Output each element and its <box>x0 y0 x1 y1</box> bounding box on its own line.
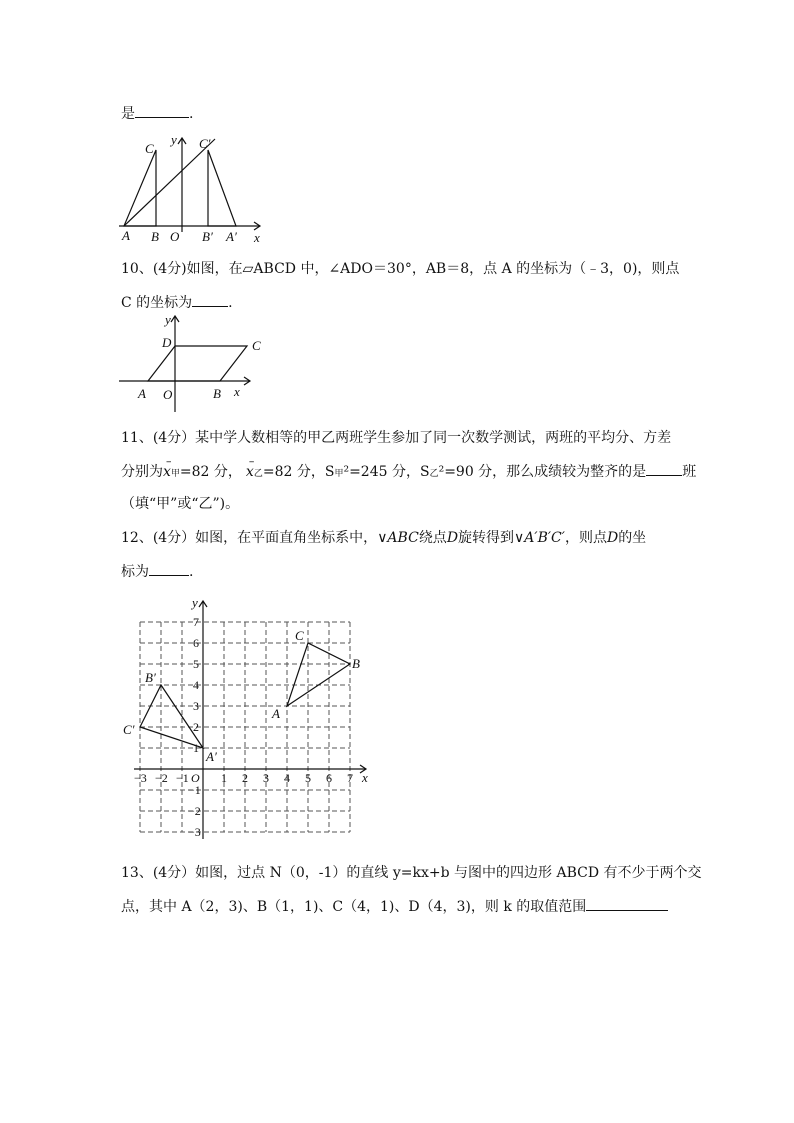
q12-text-c: 旋转得到 <box>458 530 515 546</box>
x-tick: 1 <box>221 771 227 785</box>
label-Cp: C′ <box>199 136 211 151</box>
x-tick: 3 <box>263 771 269 785</box>
q13-line1: 13、(4分）如图，过点 N（0，-1）的直线 y=kx+b 与图中的四边形 ABCD 有不少于两个交 <box>121 865 702 881</box>
q13-line2 <box>121 896 668 916</box>
q12-point-d: D <box>446 530 459 546</box>
xbar-jia: – x <box>163 455 172 480</box>
q11-line1: 11、(4分）某中学人数相等的甲乙两班学生参加了同一次数学测试，两班的平均分、方差 <box>121 430 672 446</box>
q12-text-d: ，则点 <box>564 530 607 546</box>
label-A: A <box>122 228 130 243</box>
label-y: y <box>165 312 171 327</box>
y-tick: −1 <box>188 783 201 797</box>
x-tick: −2 <box>155 771 168 785</box>
q10-suffix: . <box>228 295 233 311</box>
q12-line2 <box>121 561 193 581</box>
label-x: x <box>234 384 240 399</box>
sub-yi: 乙 <box>253 469 263 479</box>
q12-text-e: 的坐 <box>618 530 647 546</box>
label-A: A <box>138 386 146 401</box>
q12-prefix: 标为 <box>121 564 149 580</box>
q10-line2 <box>121 292 233 312</box>
label-B: B <box>151 229 159 244</box>
label-x: x <box>362 770 368 785</box>
xbar-yi: – x <box>245 455 255 480</box>
x-tick: 2 <box>242 771 248 785</box>
q12-text-b: 绕点 <box>418 530 447 546</box>
sub-jia: 甲 <box>170 469 180 479</box>
y-tick: −3 <box>188 825 201 839</box>
q12-point-d-2: D <box>606 530 619 546</box>
y-tick: 4 <box>193 678 199 692</box>
x-tick: 5 <box>305 771 311 785</box>
label-C: C <box>252 338 261 353</box>
label-Bp: B′ <box>202 229 213 244</box>
q11-text-a: 分别为 <box>121 464 163 480</box>
x-tick: −1 <box>176 771 189 785</box>
q9-blank[interactable] <box>135 103 189 118</box>
q10-figure <box>115 312 275 422</box>
label-Ap: A′ <box>206 749 217 764</box>
label-x: x <box>254 230 260 245</box>
q12-grid-figure <box>120 595 380 845</box>
label-B: B <box>352 656 360 671</box>
x-tick: 7 <box>347 771 353 785</box>
y-tick: 2 <box>193 720 199 734</box>
q12-suffix: . <box>189 564 194 580</box>
q11-text-b: =82 分， <box>179 464 242 480</box>
triangle-apbpcp <box>208 150 236 226</box>
triangle-apbpcp <box>140 685 203 748</box>
q12-blank[interactable] <box>149 561 189 576</box>
label-C: C <box>295 628 304 643</box>
parallelogram-abcd <box>148 346 247 381</box>
triangle-abc <box>287 643 350 706</box>
q9-figure <box>115 128 275 248</box>
y-tick: 1 <box>193 741 199 755</box>
q13-text: 点，其中 A（2，3)、B（1，1)、C（4，1)、D（4，3)，则 k 的取值范围 <box>121 899 587 915</box>
q12-tri1: ∨ABC <box>377 530 419 546</box>
label-B: B <box>213 386 221 401</box>
y-tick: 7 <box>193 615 199 629</box>
label-Ap: A′ <box>226 229 237 244</box>
label-A: A <box>272 706 280 721</box>
label-O: O <box>163 387 173 402</box>
q11-text-c: =82 分，S <box>262 464 335 480</box>
q9-prefix: 是 <box>121 106 135 122</box>
q9-suffix: . <box>189 106 194 122</box>
q10-blank[interactable] <box>192 292 228 307</box>
x-tick: 6 <box>326 771 332 785</box>
label-y: y <box>171 132 177 147</box>
dashed-grid <box>140 622 350 832</box>
sub-jia-2: 甲 <box>334 469 344 479</box>
sub-yi-2: 乙 <box>429 469 439 479</box>
label-Cp: C′ <box>123 722 135 737</box>
q10-line1: 10、(4分)如图，在▱ABCD 中，∠ADO＝30°，AB＝8，点 A 的坐标为（﹣3，0)，则点 <box>121 261 680 277</box>
q9-answer-line <box>121 103 193 123</box>
label-y: y <box>192 595 198 610</box>
q12-text-a: 12、(4分）如图，在平面直角坐标系中， <box>121 530 378 546</box>
origin-label: O <box>191 771 200 785</box>
x-tick: 4 <box>284 771 290 785</box>
x-tick: −3 <box>134 771 147 785</box>
y-tick: 3 <box>193 699 199 713</box>
q11-blank[interactable] <box>646 461 682 476</box>
q11-line2 <box>121 455 697 483</box>
x-tick-labels <box>134 771 353 785</box>
triangle-abc <box>124 150 156 226</box>
q11-line3: （填“甲”或“乙”)。 <box>121 496 240 512</box>
xbar-symbol: x <box>245 464 254 480</box>
q13-blank[interactable] <box>586 896 668 911</box>
q10-prefix: C 的坐标为 <box>121 295 193 311</box>
q11-text-d: ²=245 分，S <box>343 464 430 480</box>
label-Bp: B′ <box>145 670 156 685</box>
xbar-symbol: x <box>163 464 171 480</box>
label-D: D <box>162 335 172 350</box>
y-tick: 5 <box>193 657 199 671</box>
y-tick: −2 <box>188 804 201 818</box>
label-O: O <box>170 229 180 244</box>
y-tick: 6 <box>193 636 199 650</box>
q12-tri2: ∨A′B′C′ <box>514 530 565 546</box>
q12-line1 <box>121 529 646 547</box>
label-C: C <box>145 141 154 156</box>
q11-text-f: 班 <box>682 464 697 480</box>
line-a-cp <box>124 139 215 226</box>
q11-text-e: ²=90 分，那么成绩较为整齐的是 <box>438 464 647 480</box>
